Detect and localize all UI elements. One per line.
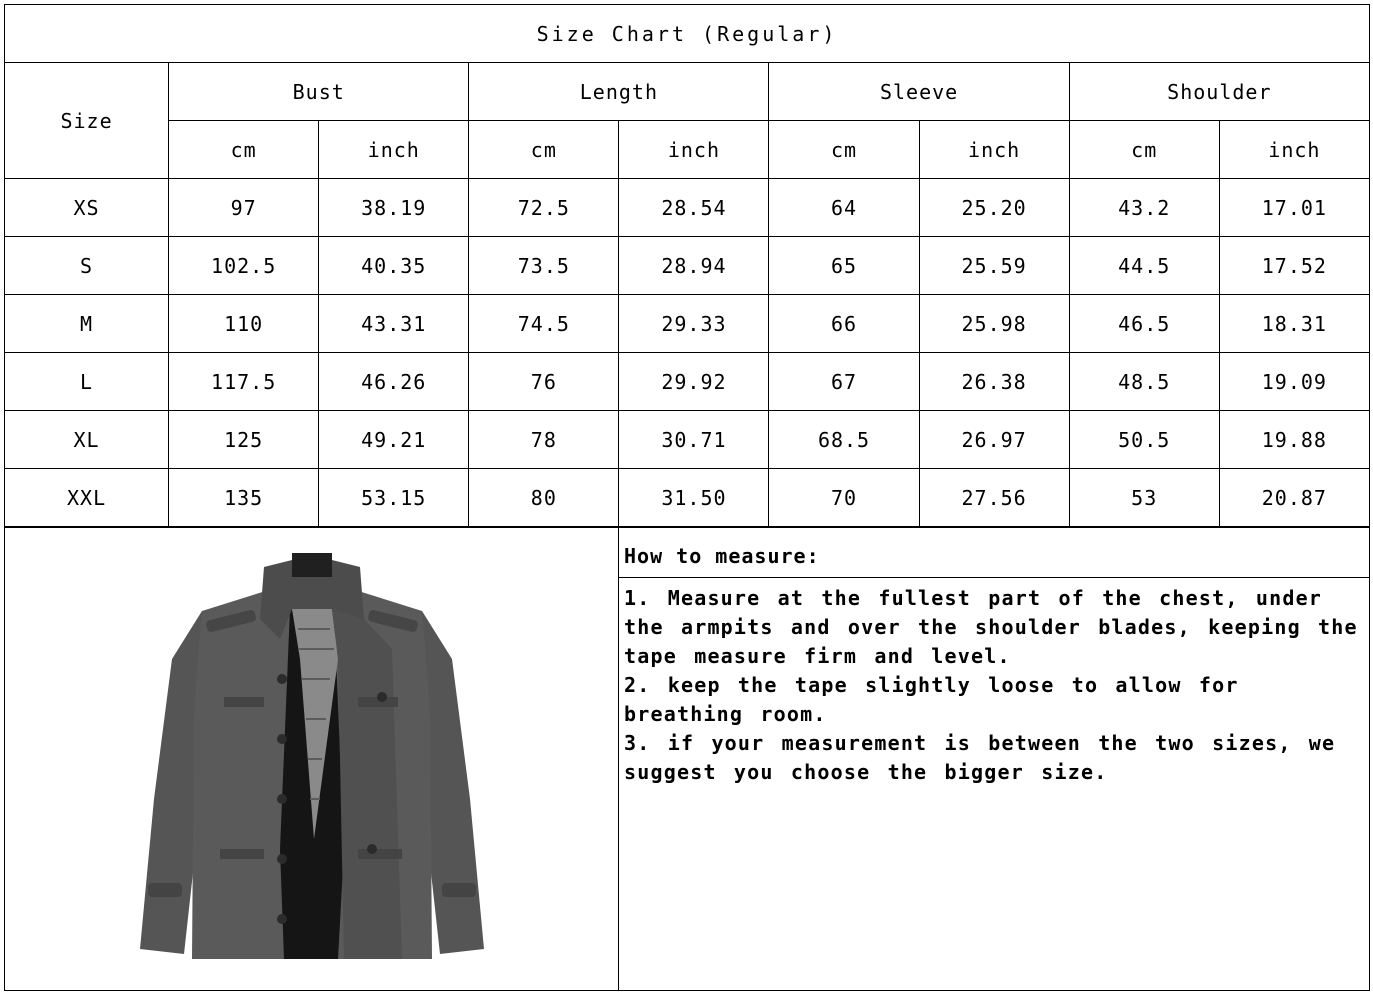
table-cell: 67 [769, 353, 919, 411]
table-cell: 40.35 [319, 237, 469, 295]
sleeve-cm-header: cm [769, 121, 919, 179]
table-cell: 20.87 [1219, 469, 1369, 527]
shoulder-cm-header: cm [1069, 121, 1219, 179]
coat-button [277, 914, 287, 924]
table-cell: 74.5 [469, 295, 619, 353]
table-cell: 30.71 [619, 411, 769, 469]
size-label-cell: XS [5, 179, 169, 237]
table-cell: 70 [769, 469, 919, 527]
table-cell: 117.5 [169, 353, 319, 411]
size-chart-table [4, 4, 1370, 527]
table-cell: 19.88 [1219, 411, 1369, 469]
bust-inch-header: inch [319, 121, 469, 179]
table-cell: 135 [169, 469, 319, 527]
table-cell: 19.09 [1219, 353, 1369, 411]
table-cell: 29.92 [619, 353, 769, 411]
table-cell: 28.54 [619, 179, 769, 237]
coat-left-hip-pocket [220, 849, 264, 859]
shoulder-inch-header: inch [1219, 121, 1369, 179]
table-cell: 80 [469, 469, 619, 527]
table-cell: 64 [769, 179, 919, 237]
table-cell: 31.50 [619, 469, 769, 527]
coat-button [277, 734, 287, 744]
table-cell: 29.33 [619, 295, 769, 353]
table-cell: 97 [169, 179, 319, 237]
table-cell: 110 [169, 295, 319, 353]
table-cell: 43.31 [319, 295, 469, 353]
table-cell: 17.01 [1219, 179, 1369, 237]
table-cell: 49.21 [319, 411, 469, 469]
table-cell: 102.5 [169, 237, 319, 295]
table-cell: 53.15 [319, 469, 469, 527]
table-cell: 26.38 [919, 353, 1069, 411]
table-cell: 26.97 [919, 411, 1069, 469]
size-label-cell: M [5, 295, 169, 353]
coat-collar-leather [292, 553, 332, 577]
table-cell: 46.5 [1069, 295, 1219, 353]
table-cell: 43.2 [1069, 179, 1219, 237]
size-label-cell: L [5, 353, 169, 411]
coat-right-cuff-tab [442, 883, 476, 897]
table-cell: 76 [469, 353, 619, 411]
coat-button [377, 692, 387, 702]
table-row [5, 411, 1370, 469]
length-cm-header: cm [469, 121, 619, 179]
table-cell: 73.5 [469, 237, 619, 295]
size-chart-title: Size Chart (Regular) [5, 5, 1370, 63]
length-inch-header: inch [619, 121, 769, 179]
size-label-cell: S [5, 237, 169, 295]
table-cell: 18.31 [1219, 295, 1369, 353]
coat-right-hip-pocket [358, 849, 402, 859]
size-label-cell: XL [5, 411, 169, 469]
product-image-panel [5, 528, 619, 990]
table-cell: 53 [1069, 469, 1219, 527]
length-header: Length [469, 63, 769, 121]
bust-cm-header: cm [169, 121, 319, 179]
measure-section [4, 527, 1370, 991]
table-cell: 65 [769, 237, 919, 295]
sleeve-header: Sleeve [769, 63, 1069, 121]
table-cell: 125 [169, 411, 319, 469]
table-cell: 78 [469, 411, 619, 469]
table-cell: 25.59 [919, 237, 1069, 295]
size-label-cell: XXL [5, 469, 169, 527]
measure-text-panel [619, 528, 1369, 990]
coat-button [277, 794, 287, 804]
measure-heading: How to measure: [619, 528, 1369, 578]
table-row [5, 469, 1370, 527]
table-cell: 72.5 [469, 179, 619, 237]
bust-header: Bust [169, 63, 469, 121]
size-rows [5, 179, 1370, 527]
table-cell: 50.5 [1069, 411, 1219, 469]
size-column-header: Size [5, 63, 169, 179]
table-cell: 25.20 [919, 179, 1069, 237]
table-row [5, 237, 1370, 295]
coat-left-cuff-tab [148, 883, 182, 897]
coat-button [277, 854, 287, 864]
coat-button [277, 674, 287, 684]
coat-left-chest-pocket [224, 697, 264, 707]
table-cell: 44.5 [1069, 237, 1219, 295]
table-row [5, 353, 1370, 411]
coat-icon [132, 549, 492, 969]
shoulder-header: Shoulder [1069, 63, 1369, 121]
table-row [5, 179, 1370, 237]
table-cell: 38.19 [319, 179, 469, 237]
coat-button [367, 844, 377, 854]
table-cell: 66 [769, 295, 919, 353]
table-cell: 25.98 [919, 295, 1069, 353]
table-cell: 48.5 [1069, 353, 1219, 411]
table-cell: 17.52 [1219, 237, 1369, 295]
table-cell: 27.56 [919, 469, 1069, 527]
sleeve-inch-header: inch [919, 121, 1069, 179]
table-cell: 68.5 [769, 411, 919, 469]
table-row [5, 295, 1370, 353]
measure-step-2: 2. keep the tape slightly loose to allow for breathing room. [624, 673, 1239, 726]
table-cell: 28.94 [619, 237, 769, 295]
measure-instructions [619, 578, 1369, 787]
measure-step-1: 1. Measure at the fullest part of the chest, under the armpits and over the shoulder blades, keeping the tape measure firm and level. [624, 586, 1358, 668]
table-cell: 46.26 [319, 353, 469, 411]
measure-step-3: 3. if your measurement is between the two sizes, we suggest you choose the bigger size. [624, 731, 1336, 784]
